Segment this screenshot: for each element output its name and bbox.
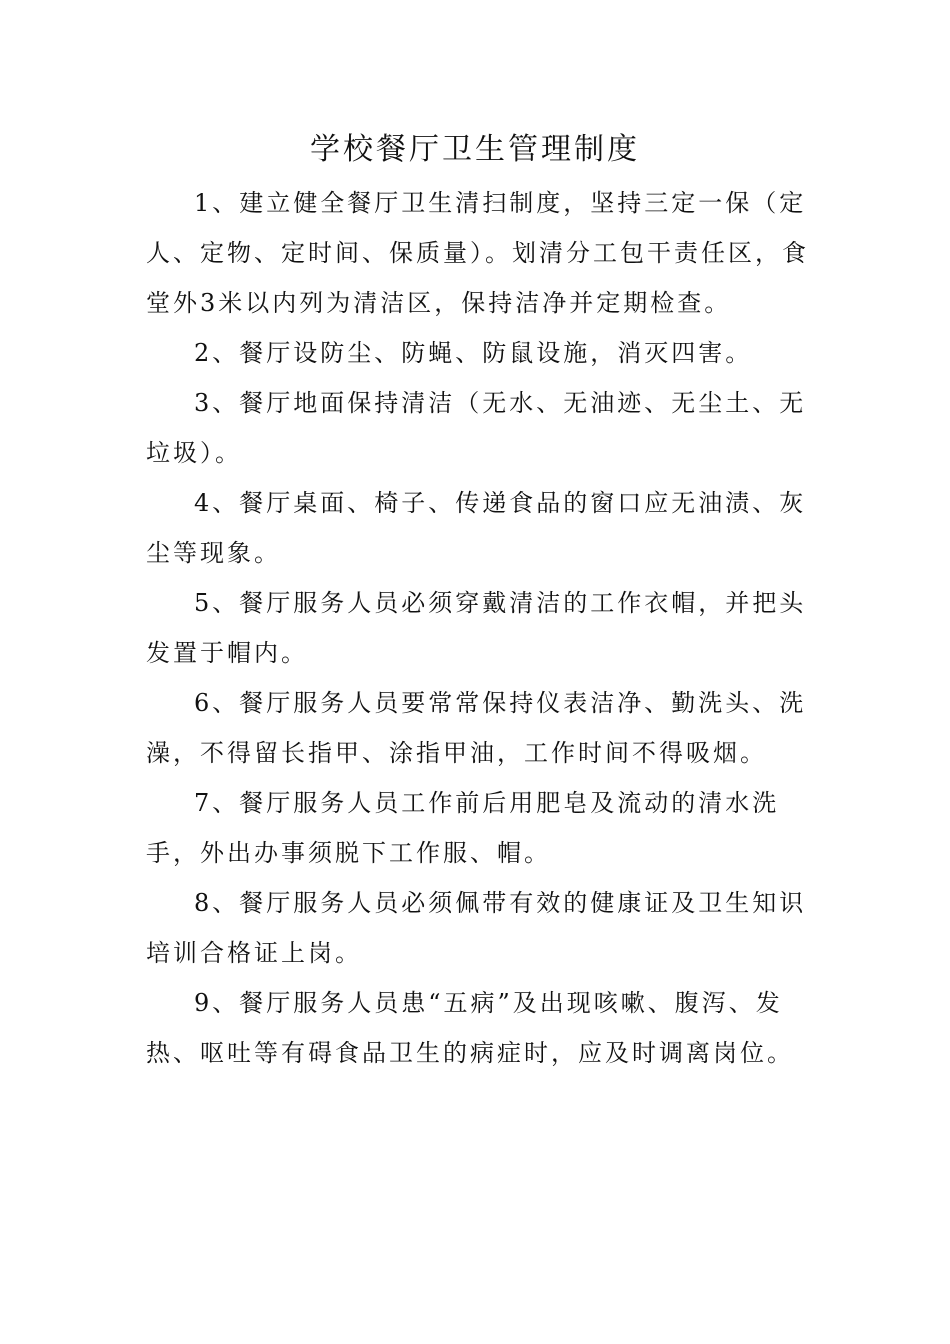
- document-body: [146, 178, 826, 1078]
- rule-paragraph-1: 1、建立健全餐厅卫生清扫制度，坚持三定一保（定人、定物、定时间、保质量）。划清分工包干责任区，食堂外3米以内列为清洁区，保持洁净并定期检查。: [146, 189, 809, 317]
- rule-paragraph-9: 9、餐厅服务人员患“五病”及出现咳嗽、腹泻、发热、呕吐等有碍食品卫生的病症时，应及时调离岗位。: [146, 989, 794, 1067]
- rule-paragraph-6: 6、餐厅服务人员要常常保持仪表洁净、勤洗头、洗澡，不得留长指甲、涂指甲油，工作时间不得吸烟。: [146, 689, 807, 767]
- rule-paragraph-7: 7、餐厅服务人员工作前后用肥皂及流动的清水洗手，外出办事须脱下工作服、帽。: [146, 789, 780, 867]
- rule-paragraph-3: 3、餐厅地面保持清洁（无水、无油迹、无尘土、无垃圾）。: [146, 389, 807, 467]
- document-title: 学校餐厅卫生管理制度: [310, 132, 640, 167]
- rule-paragraph-5: 5、餐厅服务人员必须穿戴清洁的工作衣帽，并把头发置于帽内。: [146, 589, 807, 667]
- rule-paragraph-4: 4、餐厅桌面、椅子、传递食品的窗口应无油渍、灰尘等现象。: [146, 489, 807, 567]
- rule-paragraph-2: 2、餐厅设防尘、防蝇、防鼠设施，消灭四害。: [194, 339, 753, 367]
- rule-paragraph-8: 8、餐厅服务人员必须佩带有效的健康证及卫生知识培训合格证上岗。: [146, 889, 807, 967]
